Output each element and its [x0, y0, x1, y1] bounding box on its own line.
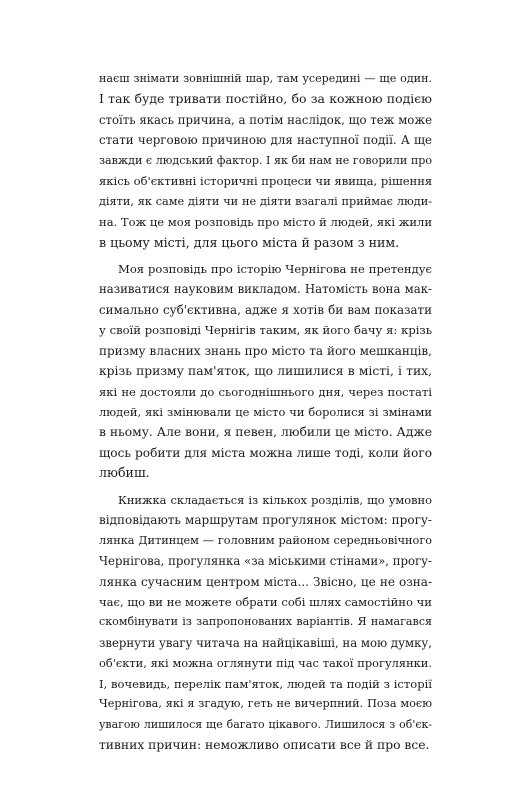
text-line: Чернігова, які я згадую, геть не вичерпний. Поза моєю: [99, 697, 432, 711]
text-line: в цьому місті, для цього міста й разом з ним.: [99, 234, 400, 250]
text-line: лянка сучасним центром міста... Звісно, це не озна-: [99, 574, 432, 589]
text-line: скомбінувати із запропонованих варіантів. Я намагався: [99, 615, 432, 629]
text-line: Чернігова, прогулянка «за міськими стінами», прогу-: [99, 554, 432, 569]
paragraph-1: [99, 69, 432, 253]
text-line: людей, які змінювали це місто чи боролися зі змінами: [99, 405, 432, 419]
text-line: об'єкти, які можна оглянути під час такої прогулянки.: [99, 656, 432, 671]
text-line: називатися науковим викладом. Натомість вона мак-: [99, 282, 432, 297]
paragraph-3: [99, 490, 432, 756]
text-line: стоїть якась причина, а потім наслідок, що теж може: [99, 112, 432, 127]
text-line: стати черговою причиною для наступної події. А ще: [99, 133, 432, 148]
text-line: щось робити для міста можна лише тоді, коли його: [99, 445, 432, 460]
text-line: Моя розповідь про історію Чернігова не претендує: [118, 261, 432, 276]
text-line: любиш.: [99, 465, 150, 481]
text-line: І, вочевидь, перелік пам'яток, людей та подій з історії: [99, 676, 432, 691]
text-line: крізь призму пам'яток, що лишилися в місті, і тих,: [99, 364, 432, 379]
text-line: наєш знімати зовнішній шар, там усередині — ще один.: [99, 72, 432, 85]
text-line: завжди є людський фактор. І як би нам не говорили про: [99, 153, 432, 167]
text-line: в ньому. Але вони, я певен, любили це місто. Адже: [99, 425, 432, 440]
text-line: відповідають маршрутам прогулянок містом: прогу-: [99, 513, 432, 528]
text-line: тивних причин: неможливо описати все й про все.: [99, 738, 430, 752]
text-line: симально суб'єктивна, адже я хотів би вам показати: [99, 302, 432, 317]
text-line: увагою лишилося ще багато цікавого. Лишилося з об'єк-: [99, 717, 432, 731]
text-line: діяти, як саме діяти чи не діяти взагалі приймає люди-: [99, 194, 432, 208]
text-line: лянка Дитинцем — головним районом середньовічного: [99, 533, 432, 547]
body-text: [99, 69, 432, 755]
text-line: Книжка складається із кількох розділів, що умовно: [118, 492, 432, 507]
text-line: на. Тож це моя розповідь про місто й людей, які жили: [99, 215, 433, 230]
text-line: у своїй розповіді Чернігів таким, як його бачу я: крізь: [99, 323, 432, 338]
text-line: звернути увагу читача на найцікавіші, на мою думку,: [99, 635, 432, 650]
text-line: чає, що ви не можете обрати собі шлях самостійно чи: [99, 594, 432, 609]
paragraph-2: [99, 259, 432, 484]
text-line: якісь об'єктивні історичні процеси чи явища, рішення: [99, 174, 433, 189]
text-line: І так буде тривати постійно, бо за кожною подією: [99, 91, 432, 107]
text-line: які не достояли до сьогоднішнього дня, через постаті: [99, 384, 432, 399]
text-line: призму власних знань про місто та його мешканців,: [99, 343, 432, 358]
